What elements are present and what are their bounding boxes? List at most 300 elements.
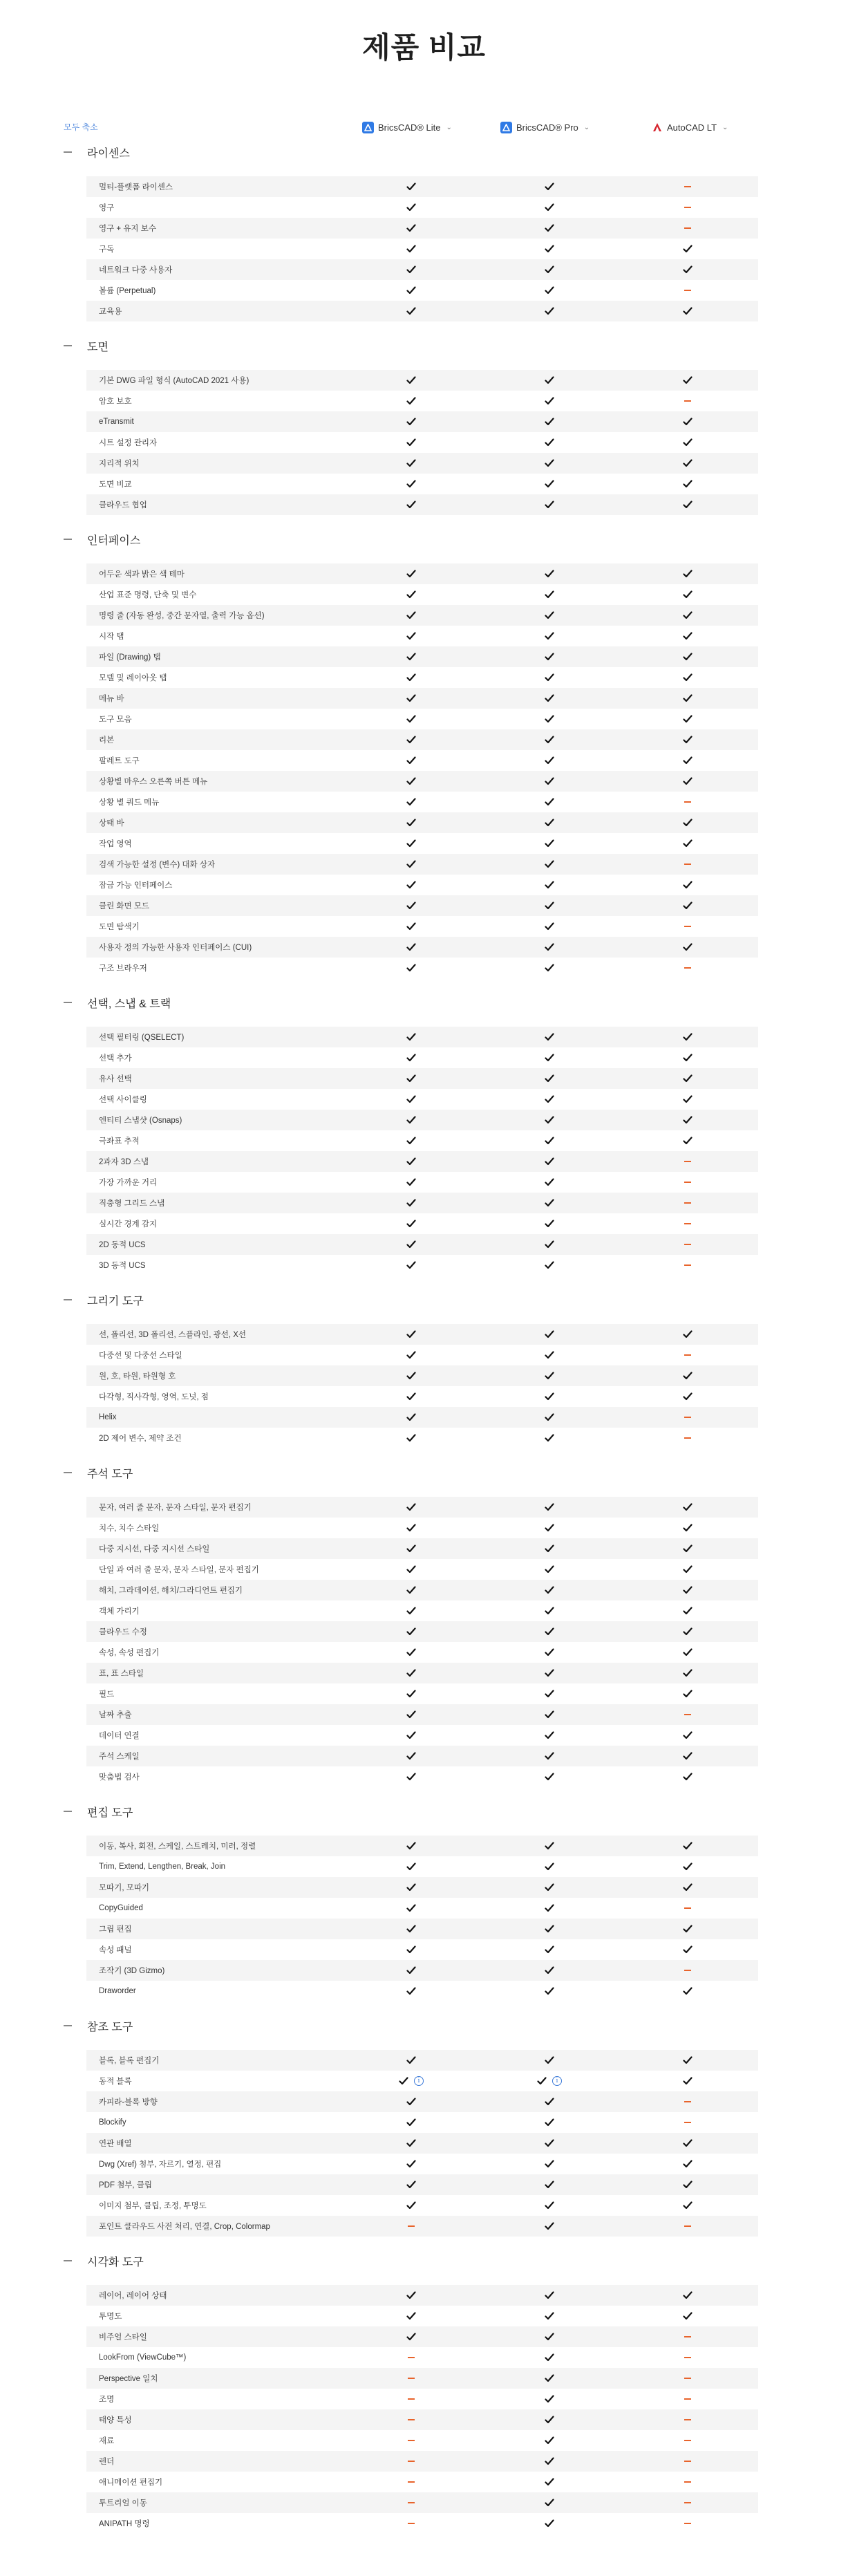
- availability-cell: [667, 1704, 708, 1725]
- availability-cell: [667, 2513, 708, 2534]
- availability-cell: [529, 1580, 570, 1600]
- check-icon: [545, 1842, 554, 1850]
- feature-row: [86, 1642, 758, 1663]
- check-icon: [683, 1392, 692, 1401]
- check-icon: [406, 480, 416, 488]
- check-icon: [683, 590, 692, 599]
- availability-cell: [390, 1234, 432, 1255]
- feature-label: 멀티-플랫폼 라이센스: [99, 183, 173, 192]
- feature-label: 블록, 블록 편집기: [99, 2057, 160, 2065]
- availability-cell: [529, 2347, 570, 2368]
- check-icon: [406, 1669, 416, 1677]
- availability-cell: [667, 1255, 708, 1276]
- availability-cell: [667, 792, 708, 812]
- check-icon: [545, 2056, 554, 2064]
- availability-cell: [667, 1365, 708, 1386]
- availability-cell: [390, 667, 432, 688]
- availability-cell: [529, 792, 570, 812]
- section-header[interactable]: [0, 2250, 848, 2271]
- section-spacer: [0, 321, 848, 335]
- availability-cell: [529, 2326, 570, 2347]
- check-icon: [406, 1690, 416, 1698]
- availability-cell: [529, 301, 570, 321]
- availability-cell: [667, 833, 708, 854]
- check-icon: [406, 1240, 416, 1249]
- check-icon: [545, 964, 554, 972]
- check-icon: [406, 2181, 416, 2189]
- section-header[interactable]: [0, 1462, 848, 1483]
- not-available-dash-icon: [684, 1182, 691, 1183]
- collapse-minus-icon[interactable]: [64, 1002, 72, 1003]
- check-icon: [406, 1033, 416, 1041]
- check-icon: [545, 756, 554, 765]
- check-icon: [406, 902, 416, 910]
- collapse-minus-icon[interactable]: [64, 539, 72, 540]
- feature-label: 잠금 가능 인터페이스: [99, 881, 173, 890]
- feature-label: ANIPATH 명령: [99, 2520, 150, 2528]
- check-icon: [545, 2478, 554, 2486]
- check-icon: [683, 1648, 692, 1656]
- availability-cell: [529, 1642, 570, 1663]
- check-icon: [406, 1565, 416, 1574]
- availability-cell: [667, 584, 708, 605]
- check-icon: [683, 1503, 692, 1511]
- availability-cell: [529, 626, 570, 646]
- section-spacer: [0, 1448, 848, 1462]
- feature-label: 구독: [99, 245, 115, 254]
- availability-cell: [667, 1580, 708, 1600]
- availability-cell: [390, 792, 432, 812]
- check-icon: [406, 2160, 416, 2168]
- check-icon: [545, 2519, 554, 2528]
- check-icon: [545, 1199, 554, 1207]
- check-icon: [406, 694, 416, 702]
- section-title-text: 주석 도구: [87, 1468, 133, 1480]
- section-title-text: 참조 도구: [87, 2021, 133, 2033]
- check-icon: [406, 1330, 416, 1338]
- not-available-dash-icon: [408, 2481, 415, 2483]
- feature-row: [86, 1324, 758, 1345]
- feature-label: Perspective 일치: [99, 2375, 158, 2383]
- check-icon: [545, 943, 554, 951]
- not-available-dash-icon: [408, 2440, 415, 2441]
- availability-cell: [667, 1151, 708, 1172]
- availability-cell: [667, 1642, 708, 1663]
- availability-cell: [529, 1089, 570, 1110]
- not-available-dash-icon: [684, 2461, 691, 2462]
- check-icon: [406, 1648, 416, 1656]
- feature-row: [86, 2492, 758, 2513]
- check-icon: [545, 1544, 554, 1553]
- check-icon: [406, 570, 416, 578]
- availability-cell: [390, 1407, 432, 1428]
- feature-row: [86, 626, 758, 646]
- section-header[interactable]: [0, 529, 848, 550]
- availability-cell: [390, 1856, 432, 1877]
- availability-cell: [529, 2112, 570, 2133]
- check-icon: [545, 1503, 554, 1511]
- feature-label: 기본 DWG 파일 형식 (AutoCAD 2021 사용): [99, 377, 249, 385]
- check-icon: [406, 1987, 416, 1995]
- feature-rows: [86, 1497, 758, 1787]
- section-header[interactable]: [0, 2015, 848, 2036]
- check-icon: [406, 1544, 416, 1553]
- check-icon: [406, 1883, 416, 1892]
- check-icon: [545, 1392, 554, 1401]
- check-icon: [545, 1627, 554, 1636]
- availability-cell: [390, 1600, 432, 1621]
- feature-row: [86, 750, 758, 771]
- availability-cell: [529, 453, 570, 474]
- section-header[interactable]: [0, 335, 848, 356]
- check-icon: [406, 839, 416, 848]
- feature-row: [86, 1428, 758, 1448]
- feature-row: [86, 301, 758, 321]
- feature-label: 볼륨 (Perpetual): [99, 287, 156, 295]
- check-icon: [406, 2118, 416, 2127]
- feature-label: Blockify: [99, 2118, 126, 2127]
- check-icon: [406, 501, 416, 509]
- not-available-dash-icon: [684, 2502, 691, 2503]
- check-icon: [406, 964, 416, 972]
- section-header[interactable]: [0, 1289, 848, 1310]
- availability-cell: [529, 1877, 570, 1898]
- availability-cell: [667, 239, 708, 259]
- availability-cell: [667, 2326, 708, 2347]
- section-spacer: [0, 2237, 848, 2250]
- availability-cell: [390, 1580, 432, 1600]
- check-icon: [406, 611, 416, 619]
- availability-cell: [529, 667, 570, 688]
- feature-row: [86, 1746, 758, 1766]
- feature-label: 직충형 그리드 스냅: [99, 1200, 165, 1208]
- check-icon: [545, 1987, 554, 1995]
- feature-label: 시작 탭: [99, 633, 124, 641]
- check-icon: [683, 902, 692, 910]
- not-available-dash-icon: [408, 2357, 415, 2358]
- check-icon: [545, 2333, 554, 2341]
- collapse-minus-icon[interactable]: [64, 2260, 72, 2261]
- availability-cell: [529, 563, 570, 584]
- check-icon: [545, 1524, 554, 1532]
- check-icon: [545, 798, 554, 806]
- check-icon: [545, 1669, 554, 1677]
- availability-cell: [667, 1836, 708, 1856]
- availability-cell: [390, 1428, 432, 1448]
- availability-cell: [667, 626, 708, 646]
- feature-label: 실시간 경계 감지: [99, 1220, 158, 1229]
- availability-cell: [390, 1193, 432, 1213]
- check-icon: [545, 203, 554, 212]
- check-icon: [683, 1095, 692, 1103]
- not-available-dash-icon: [408, 2419, 415, 2420]
- availability-cell: [667, 1234, 708, 1255]
- not-available-dash-icon: [684, 1714, 691, 1715]
- chevron-down-icon: ⌄: [722, 123, 728, 131]
- availability-cell: [667, 1877, 708, 1898]
- check-icon: [406, 1116, 416, 1124]
- check-icon: [406, 1157, 416, 1166]
- check-icon: [683, 1842, 692, 1850]
- check-icon: [545, 376, 554, 384]
- not-available-dash-icon: [684, 1202, 691, 1204]
- feature-row: [86, 1836, 758, 1856]
- availability-cell: [667, 646, 708, 667]
- feature-section: [0, 2015, 848, 2250]
- availability-cell: [667, 1518, 708, 1538]
- check-icon: [406, 1524, 416, 1532]
- availability-cell: [529, 1704, 570, 1725]
- check-icon: [545, 1434, 554, 1442]
- check-icon: [406, 397, 416, 405]
- availability-cell: [667, 391, 708, 411]
- availability-cell: [667, 1324, 708, 1345]
- check-icon: [406, 1627, 416, 1636]
- availability-cell: [529, 1766, 570, 1787]
- availability-cell: [667, 667, 708, 688]
- feature-label: 팔레트 도구: [99, 757, 140, 765]
- feature-rows: [86, 2285, 758, 2534]
- availability-cell: [390, 750, 432, 771]
- availability-cell: [667, 1193, 708, 1213]
- collapse-minus-icon[interactable]: [64, 1299, 72, 1300]
- availability-cell: [529, 1559, 570, 1580]
- availability-cell: [667, 1919, 708, 1939]
- feature-row: [86, 218, 758, 239]
- product-selector-pro[interactable]: [500, 119, 590, 136]
- availability-cell: [390, 688, 432, 709]
- not-available-dash-icon: [684, 2523, 691, 2524]
- availability-cell: [529, 411, 570, 432]
- section-header[interactable]: [0, 992, 848, 1013]
- check-icon: [545, 245, 554, 253]
- availability-cell: [529, 1663, 570, 1683]
- availability-cell: [667, 2409, 708, 2430]
- availability-cell: [390, 2326, 432, 2347]
- not-available-dash-icon: [684, 1417, 691, 1418]
- availability-cell: [667, 605, 708, 626]
- feature-label: 표, 표 스타일: [99, 1670, 144, 1678]
- collapse-minus-icon[interactable]: [64, 1472, 72, 1473]
- availability-cell: [529, 2451, 570, 2472]
- check-icon: [683, 2139, 692, 2147]
- check-icon: [545, 1586, 554, 1594]
- check-icon: [406, 1503, 416, 1511]
- feature-row: [86, 895, 758, 916]
- feature-section: [0, 1289, 848, 1462]
- availability-cell: [667, 729, 708, 750]
- feature-row: [86, 2154, 758, 2174]
- availability-cell: [529, 1234, 570, 1255]
- availability-cell: [667, 1428, 708, 1448]
- check-icon: [545, 1261, 554, 1269]
- availability-cell: [390, 1877, 432, 1898]
- availability-cell: [529, 2195, 570, 2216]
- section-header[interactable]: [0, 1801, 848, 1822]
- availability-cell: [529, 1600, 570, 1621]
- availability-cell: [529, 1047, 570, 1068]
- availability-cell: [390, 1642, 432, 1663]
- check-icon: [683, 1607, 692, 1615]
- check-icon: [545, 819, 554, 827]
- not-available-dash-icon: [684, 227, 691, 229]
- check-icon: [406, 1945, 416, 1954]
- availability-cell: [529, 1939, 570, 1960]
- feature-label: 상황별 마우스 오른쪽 버튼 메뉴: [99, 778, 208, 786]
- feature-row: [86, 370, 758, 391]
- feature-label: 암호 보호: [99, 398, 132, 406]
- feature-label: 필드: [99, 1690, 115, 1699]
- check-icon: [683, 1330, 692, 1338]
- availability-cell: [667, 474, 708, 494]
- product-selector-lite[interactable]: [362, 119, 452, 136]
- check-icon: [545, 736, 554, 744]
- feature-label: 이미지 첨부, 클립, 조정, 투명도: [99, 2202, 207, 2210]
- check-icon: [545, 2160, 554, 2168]
- availability-cell: [529, 584, 570, 605]
- info-icon[interactable]: i: [414, 2076, 424, 2086]
- availability-cell: [390, 854, 432, 875]
- collapse-minus-icon[interactable]: [64, 1811, 72, 1812]
- feature-label: 모따기, 모따기: [99, 1884, 150, 1892]
- availability-cell: [390, 1386, 432, 1407]
- check-icon: [683, 2077, 692, 2085]
- availability-cell: [529, 1428, 570, 1448]
- section-header[interactable]: [0, 142, 848, 162]
- availability-cell: [390, 2174, 432, 2195]
- feature-row: [86, 239, 758, 259]
- availability-cell: [529, 1898, 570, 1919]
- feature-label: 재료: [99, 2437, 115, 2445]
- section-spacer: [0, 1276, 848, 1289]
- check-icon: [545, 224, 554, 232]
- availability-cell: [529, 833, 570, 854]
- feature-row: [86, 1939, 758, 1960]
- availability-cell: [667, 916, 708, 937]
- collapse-minus-icon[interactable]: [64, 2025, 72, 2026]
- check-icon: [683, 1586, 692, 1594]
- check-icon: [545, 881, 554, 889]
- check-icon: [683, 943, 692, 951]
- availability-cell: [529, 1255, 570, 1276]
- availability-cell: [390, 2091, 432, 2112]
- feature-label: 2과자 3D 스냅: [99, 1158, 149, 1166]
- check-icon: [545, 307, 554, 315]
- feature-label: 맞춤법 검사: [99, 1773, 140, 1782]
- availability-cell: [529, 750, 570, 771]
- availability-cell: [529, 2430, 570, 2451]
- feature-row: [86, 875, 758, 895]
- collapse-minus-icon[interactable]: [64, 345, 72, 346]
- availability-cell: [667, 812, 708, 833]
- check-icon: [683, 2201, 692, 2210]
- check-icon: [399, 2077, 408, 2085]
- availability-cell: [390, 1746, 432, 1766]
- availability-cell: [390, 1538, 432, 1559]
- feature-row: [86, 1856, 758, 1877]
- check-icon: [406, 1863, 416, 1871]
- availability-cell: [667, 2368, 708, 2389]
- availability-cell: [390, 370, 432, 391]
- not-available-dash-icon: [684, 2378, 691, 2379]
- availability-cell: [529, 1386, 570, 1407]
- availability-cell: [529, 771, 570, 792]
- availability-cell: [667, 2112, 708, 2133]
- availability-cell: [529, 1027, 570, 1047]
- not-available-dash-icon: [684, 1223, 691, 1224]
- feature-section: [0, 2250, 848, 2548]
- check-icon: [406, 1904, 416, 1912]
- availability-cell: [390, 2050, 432, 2071]
- check-icon: [406, 1925, 416, 1933]
- check-icon: [406, 1773, 416, 1781]
- info-icon[interactable]: i: [552, 2076, 562, 2086]
- collapse-minus-icon[interactable]: [64, 151, 72, 153]
- not-available-dash-icon: [408, 2523, 415, 2524]
- not-available-dash-icon: [684, 864, 691, 865]
- check-icon: [545, 1863, 554, 1871]
- feature-rows: [86, 1027, 758, 1276]
- product-selector-autocad-lt[interactable]: [651, 119, 728, 136]
- availability-cell: [390, 1939, 432, 1960]
- feature-rows: [86, 563, 758, 978]
- availability-cell: [390, 2368, 432, 2389]
- not-available-dash-icon: [684, 186, 691, 187]
- check-icon: [406, 1434, 416, 1442]
- check-icon: [683, 2056, 692, 2064]
- check-icon: [545, 715, 554, 723]
- collapse-all-link[interactable]: 모두 축소: [64, 122, 98, 132]
- feature-label: 다각형, 직사각형, 영역, 도넛, 점: [99, 1393, 209, 1401]
- check-icon: [406, 1752, 416, 1760]
- feature-label: 원, 호, 타원, 타원형 호: [99, 1372, 176, 1381]
- availability-cell: [390, 958, 432, 978]
- feature-row: [86, 1704, 758, 1725]
- not-available-dash-icon: [684, 2225, 691, 2227]
- availability-cell: [667, 176, 708, 197]
- availability-cell: [529, 1151, 570, 1172]
- check-icon: [683, 1565, 692, 1574]
- availability-cell: [390, 2154, 432, 2174]
- availability-cell: [390, 875, 432, 895]
- check-icon: [683, 1137, 692, 1145]
- not-available-dash-icon: [408, 2225, 415, 2227]
- feature-row: [86, 1538, 758, 1559]
- not-available-dash-icon: [684, 1264, 691, 1266]
- availability-cell: [529, 474, 570, 494]
- not-available-dash-icon: [408, 2398, 415, 2400]
- check-icon: [545, 438, 554, 447]
- check-icon: [545, 2181, 554, 2189]
- feature-rows: [86, 176, 758, 321]
- check-icon: [545, 1773, 554, 1781]
- availability-cell: [390, 432, 432, 453]
- check-icon: [683, 459, 692, 467]
- feature-row: [86, 563, 758, 584]
- check-icon: [545, 480, 554, 488]
- availability-cell: [529, 1856, 570, 1877]
- check-icon: [683, 1945, 692, 1954]
- availability-cell: [390, 2216, 432, 2237]
- check-icon: [406, 590, 416, 599]
- availability-cell: [390, 1213, 432, 1234]
- check-icon: [406, 245, 416, 253]
- check-icon: [545, 1330, 554, 1338]
- not-available-dash-icon: [684, 2398, 691, 2400]
- check-icon: [683, 694, 692, 702]
- feature-row: [86, 2409, 758, 2430]
- availability-cell: [390, 916, 432, 937]
